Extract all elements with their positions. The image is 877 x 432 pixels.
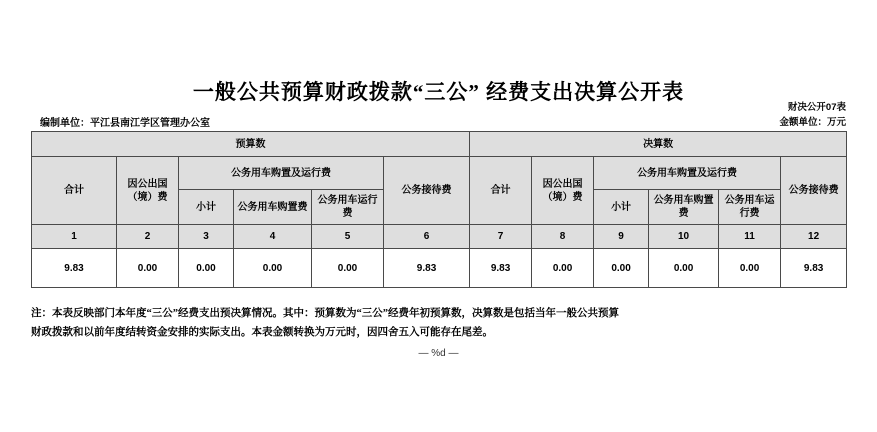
table-level2-header-row [32,157,847,190]
header-budget-reception: 公务接待费 [384,157,470,225]
header-final-vehicle-operation: 公务用车运行费 [719,190,781,225]
table-row [32,249,847,288]
header-final-reception: 公务接待费 [781,157,847,225]
header-final-vehicle-subtotal: 小计 [594,190,649,225]
column-number: 7 [470,225,532,249]
cell-budget-total: 9.83 [32,249,117,288]
note-line-2: 财政拨款和以前年度结转资金安排的实际支出。本表金额转换为万元时，因四舍五入可能存在尾差。 [31,327,493,338]
cell-budget-vehicle-subtotal: 0.00 [179,249,234,288]
column-number: 10 [649,225,719,249]
page-number: — %d — [418,348,459,359]
form-code: 财决公开07表 [787,102,846,113]
cell-budget-abroad: 0.00 [117,249,179,288]
compiler-unit: 编制单位：平江县南江学区管理办公室 [40,118,210,129]
header-budget-vehicle-purchase: 公务用车购置费 [234,190,312,225]
cell-final-reception: 9.83 [781,249,847,288]
cell-final-abroad: 0.00 [532,249,594,288]
header-budget-abroad: 因公出国（境）费 [117,157,179,225]
column-number: 2 [117,225,179,249]
column-number: 1 [32,225,117,249]
cell-final-total: 9.83 [470,249,532,288]
group-header-budget: 预算数 [32,132,470,157]
column-number: 11 [719,225,781,249]
cell-budget-vehicle-operation: 0.00 [312,249,384,288]
table-column-number-row [32,225,847,249]
column-number: 5 [312,225,384,249]
column-number: 12 [781,225,847,249]
header-budget-vehicle-subtotal: 小计 [179,190,234,225]
column-number: 3 [179,225,234,249]
cell-budget-reception: 9.83 [384,249,470,288]
amount-unit: 金额单位：万元 [779,117,846,128]
three-public-expense-table [31,131,847,288]
header-final-total: 合计 [470,157,532,225]
cell-final-vehicle-subtotal: 0.00 [594,249,649,288]
table-group-header-row [32,132,847,157]
column-number: 9 [594,225,649,249]
table-note [31,304,843,342]
column-number: 4 [234,225,312,249]
header-budget-total: 合计 [32,157,117,225]
header-budget-vehicle: 公务用车购置及运行费 [179,157,384,190]
cell-final-vehicle-purchase: 0.00 [649,249,719,288]
header-final-vehicle-purchase: 公务用车购置费 [649,190,719,225]
column-number: 8 [532,225,594,249]
note-line-1: 注：本表反映部门本年度“三公”经费支出预决算情况。其中：预算数为“三公”经费年初预算数，决算数是包括当年一般公共预算 [31,308,619,319]
form-meta [779,100,846,130]
header-final-vehicle: 公务用车购置及运行费 [594,157,781,190]
header-final-abroad: 因公出国（境）费 [532,157,594,225]
page-title: 一般公共预算财政拨款“三公” 经费支出决算公开表 [192,80,685,104]
cell-final-vehicle-operation: 0.00 [719,249,781,288]
cell-budget-vehicle-purchase: 0.00 [234,249,312,288]
group-header-final: 决算数 [470,132,847,157]
column-number: 6 [384,225,470,249]
header-budget-vehicle-operation: 公务用车运行费 [312,190,384,225]
